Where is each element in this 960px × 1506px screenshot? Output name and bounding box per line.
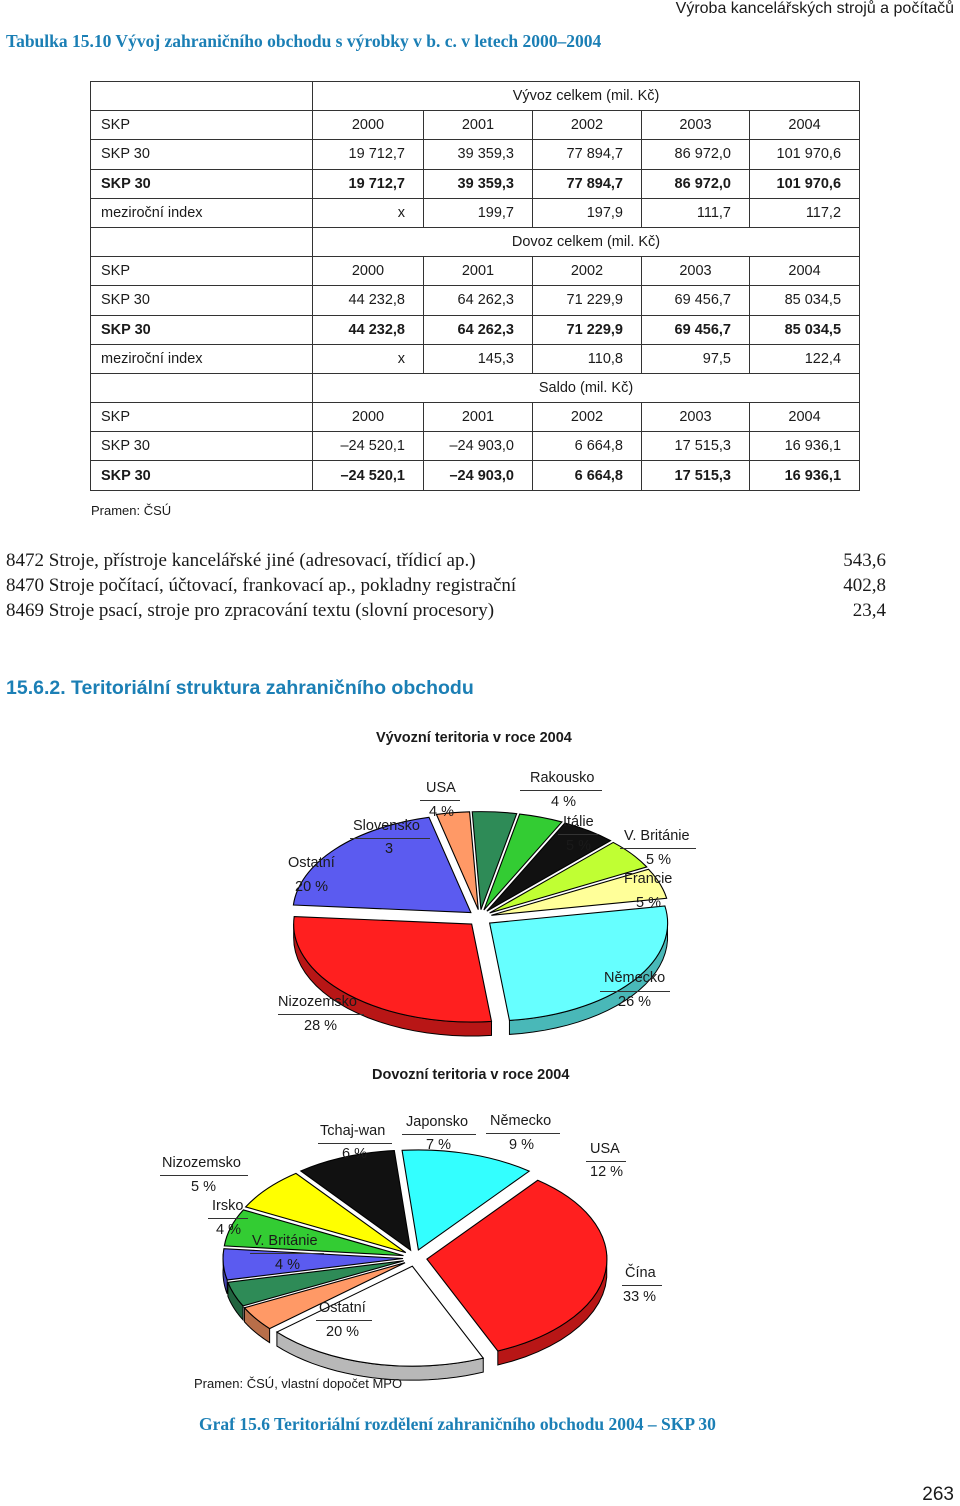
label-usa-import: USA [590,1141,620,1157]
year-cell: 2001 [424,403,533,432]
row-label: meziroční index [91,198,313,227]
section-title: Dovoz celkem (mil. Kč) [313,227,860,256]
pct-rakousko: 4 % [551,794,576,810]
product-text: 8469 Stroje psací, stroje pro zpracování textu (slovní procesory) [6,600,495,621]
year-cell: 2003 [642,403,750,432]
value-cell: x [313,198,424,227]
value-cell: x [313,344,424,373]
year-cell: 2000 [313,111,424,140]
pct-japonsko: 7 % [426,1137,451,1153]
year-cell: 2001 [424,111,533,140]
value-cell: 71 229,9 [533,286,642,315]
figure-caption: Graf 15.6 Teritoriální rozdělení zahraničního obchodu 2004 – SKP 30 [199,1414,716,1434]
year-cell: 2004 [750,403,860,432]
leader-line [600,991,670,992]
page-number: 263 [922,1484,954,1505]
table-caption: Tabulka 15.10 Vývoj zahraničního obchodu s výrobky v b. c. v letech 2000–2004 [6,31,602,51]
value-cell: 197,9 [533,198,642,227]
value-cell: 145,3 [424,344,533,373]
leader-line [622,1285,662,1286]
label-nemecko-import: Německo [490,1113,552,1129]
section-title: Vývoz celkem (mil. Kč) [313,82,860,111]
leader-line [278,1014,364,1015]
pct-italie: 5 % [566,838,591,854]
leader-line [318,1143,392,1144]
label-slovensko: Slovensko [353,818,420,834]
pct-cina: 33 % [623,1289,657,1305]
label-cina: Čína [625,1265,656,1281]
value-cell: 16 936,1 [750,461,860,490]
year-cell: 2000 [313,403,424,432]
value-cell: 39 359,3 [424,140,533,169]
value-cell: 77 894,7 [533,169,642,198]
row-label: SKP [91,403,313,432]
value-cell: 17 515,3 [642,432,750,461]
table-source: Pramen: ČSÚ [91,503,172,518]
value-cell: 44 232,8 [313,315,424,344]
label-ostatni: Ostatní [288,855,335,871]
label-irsko: Irsko [212,1198,244,1214]
value-cell: 44 232,8 [313,286,424,315]
label-italie: Itálie [563,814,594,830]
leader-line [586,1161,626,1162]
row-label: SKP [91,257,313,286]
pct-nemecko: 26 % [618,994,652,1010]
product-text: 8470 Stroje počítací, účtovací, frankovací ap., pokladny registrační [6,575,517,596]
pct-usa: 4 % [429,804,454,820]
value-cell: 6 664,8 [533,432,642,461]
leader-line [160,1175,248,1176]
year-cell: 2002 [533,403,642,432]
pct-usa-import: 12 % [590,1164,624,1180]
value-cell: 71 229,9 [533,315,642,344]
leader-line [520,790,602,791]
figure-source: Pramen: ČSÚ, vlastní dopočet MPO [194,1376,403,1391]
label-ostatni-import: Ostatní [319,1300,366,1316]
leader-line [620,848,696,849]
value-cell: 19 712,7 [313,169,424,198]
row-label: meziroční index [91,344,313,373]
value-cell: 17 515,3 [642,461,750,490]
value-cell: 64 262,3 [424,315,533,344]
year-cell: 2003 [642,257,750,286]
row-label: SKP 30 [91,140,313,169]
value-cell: 97,5 [642,344,750,373]
pct-v-britanie: 5 % [646,852,671,868]
leader-line [420,800,460,801]
pct-slovensko: 3 [385,841,394,857]
pct-nemecko-import: 9 % [509,1137,534,1153]
row-label: SKP 30 [91,286,313,315]
row-label: SKP 30 [91,169,313,198]
label-v-britanie-import: V. Británie [252,1233,318,1249]
value-cell: 122,4 [750,344,860,373]
year-cell: 2003 [642,111,750,140]
leader-line [316,1320,372,1321]
row-label: SKP 30 [91,432,313,461]
year-cell: 2001 [424,257,533,286]
row-label: SKP 30 [91,315,313,344]
leader-line [486,1133,560,1134]
value-cell: 69 456,7 [642,286,750,315]
year-cell: 2002 [533,257,642,286]
value-cell: 85 034,5 [750,315,860,344]
product-text: 8472 Stroje, přístroje kancelářské jiné (adresovací, třídicí ap.) [6,550,476,571]
leader-line [402,1134,476,1135]
value-cell: 199,7 [424,198,533,227]
value-cell: 101 970,6 [750,140,860,169]
value-cell: 77 894,7 [533,140,642,169]
import-chart-title: Dovozní teritoria v roce 2004 [372,1067,570,1083]
product-value: 402,8 [843,575,886,596]
value-cell: 85 034,5 [750,286,860,315]
leader-line [558,834,598,835]
label-usa: USA [426,780,456,796]
value-cell: 6 664,8 [533,461,642,490]
value-cell: –24 903,0 [424,461,533,490]
year-cell: 2004 [750,111,860,140]
pct-francie: 5 % [636,895,661,911]
section-heading: 15.6.2. Teritoriální struktura zahraničního obchodu [6,677,474,699]
pct-v-britanie-import: 4 % [275,1257,300,1273]
value-cell: –24 520,1 [313,461,424,490]
leader-line [350,838,430,839]
pct-ostatni: 20 % [295,879,329,895]
pct-nizozemsko-import: 5 % [191,1179,216,1195]
value-cell: –24 520,1 [313,432,424,461]
value-cell: 39 359,3 [424,169,533,198]
value-cell: 69 456,7 [642,315,750,344]
row-label: SKP [91,111,313,140]
value-cell: 117,2 [750,198,860,227]
pct-irsko: 4 % [216,1222,241,1238]
row-label: SKP 30 [91,461,313,490]
value-cell: 86 972,0 [642,169,750,198]
export-chart-title: Vývozní teritoria v roce 2004 [376,730,572,746]
value-cell: 19 712,7 [313,140,424,169]
label-nizozemsko-import: Nizozemsko [162,1155,241,1171]
label-nemecko: Německo [604,970,666,986]
value-cell: 110,8 [533,344,642,373]
year-cell: 2002 [533,111,642,140]
product-value: 543,6 [843,550,886,571]
leader-line [250,1253,324,1254]
label-nizozemsko: Nizozemsko [278,994,357,1010]
label-francie: Francie [624,871,673,887]
leader-line [208,1218,248,1219]
label-v-britanie: V. Británie [624,828,690,844]
label-rakousko: Rakousko [530,770,595,786]
value-cell: 111,7 [642,198,750,227]
value-cell: 16 936,1 [750,432,860,461]
value-cell: 64 262,3 [424,286,533,315]
year-cell: 2004 [750,257,860,286]
value-cell: 101 970,6 [750,169,860,198]
pct-tchaj-wan: 6 % [342,1146,367,1162]
label-japonsko: Japonsko [406,1114,469,1130]
value-cell: 86 972,0 [642,140,750,169]
year-cell: 2000 [313,257,424,286]
section-title: Saldo (mil. Kč) [313,373,860,402]
product-value: 23,4 [852,600,886,621]
pct-ostatni-import: 20 % [326,1324,360,1340]
value-cell: –24 903,0 [424,432,533,461]
label-tchaj-wan: Tchaj-wan [320,1123,386,1139]
pct-nizozemsko: 28 % [304,1018,338,1034]
running-header: Výroba kancelářských strojů a počítačů [675,0,954,17]
